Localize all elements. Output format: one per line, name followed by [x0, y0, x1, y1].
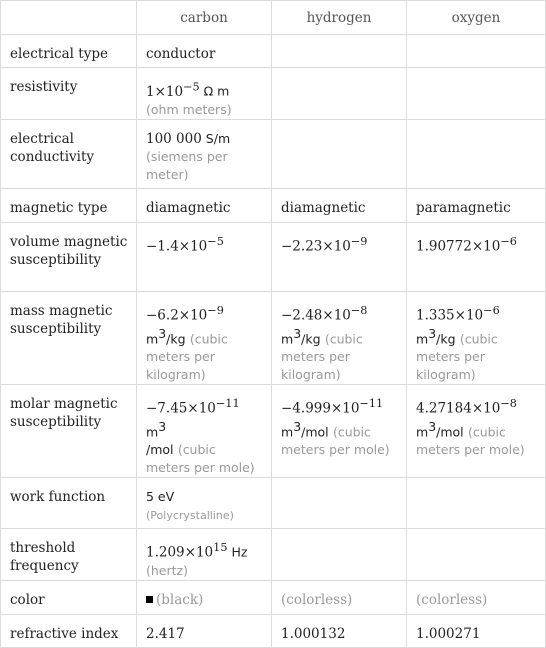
unit-note: (siemens per meter) — [146, 149, 228, 182]
table-row — [1, 189, 546, 223]
unit-note: (cubic meters per mole) — [281, 424, 390, 457]
cell-hydrogen-resistivity — [272, 68, 407, 120]
cell-oxygen-volume-susceptibility: $1.90772\times 10^{-6}$ — [407, 223, 546, 292]
table-row — [1, 529, 546, 581]
cell-oxygen-threshold-frequency — [407, 529, 546, 581]
cell-carbon-mass-susceptibility: $-6.2\times 10^{-9}$ $m^3/kg$ (cubic meters per kilogram) — [137, 292, 272, 385]
cell-oxygen-resistivity — [407, 68, 546, 120]
unit-note: (cubic meters per kilogram) — [281, 331, 363, 382]
table-row — [1, 68, 546, 120]
cell-oxygen-color: (colorless) — [407, 581, 546, 615]
unit-note: (cubic meters per mole) — [416, 424, 525, 457]
cell-hydrogen-conductivity — [272, 120, 407, 189]
unit-note: (cubic meters per kilogram) — [146, 331, 228, 382]
table-row — [1, 581, 546, 615]
row-label-resistivity: resistivity — [1, 68, 137, 120]
column-header-carbon: carbon — [137, 1, 272, 35]
table-row — [1, 615, 546, 648]
table-row — [1, 223, 546, 292]
table-row — [1, 35, 546, 68]
cell-carbon-molar-susceptibility: $-7.45\times 10^{-11}$ $m^3$ /mol (cubic meters per mole) — [137, 385, 272, 478]
row-label-electrical-type: electrical type — [1, 35, 137, 68]
cell-oxygen-magnetic-type: paramagnetic — [407, 189, 546, 223]
row-label-magnetic-type: magnetic type — [1, 189, 137, 223]
cell-hydrogen-molar-susceptibility: $-4.999\times 10^{-11}$ $m^3$/mol (cubic meters per mole) — [272, 385, 407, 478]
row-label-refractive-index: refractive index — [1, 615, 137, 648]
row-label-mass-susceptibility: mass magnetic susceptibility — [1, 292, 137, 385]
row-label-threshold-frequency: threshold frequency — [1, 529, 137, 581]
cell-carbon-magnetic-type: diamagnetic — [137, 189, 272, 223]
table-row — [1, 385, 546, 478]
cell-oxygen-conductivity — [407, 120, 546, 189]
cell-hydrogen-refractive-index: 1.000132 — [272, 615, 407, 648]
table-row — [1, 478, 546, 529]
unit-note: (cubic meters per mole) — [146, 442, 255, 475]
cell-carbon-volume-susceptibility: $-1.4\times 10^{-5}$ — [137, 223, 272, 292]
corner-cell — [1, 1, 137, 35]
cell-hydrogen-color: (colorless) — [272, 581, 407, 615]
value: $1\times 10^{-5}$ — [146, 80, 200, 100]
unit-note: (hertz) — [146, 562, 188, 578]
row-label-color: color — [1, 581, 137, 615]
cell-hydrogen-electrical-type — [272, 35, 407, 68]
cell-hydrogen-volume-susceptibility: $-2.23\times 10^{-9}$ — [272, 223, 407, 292]
cell-oxygen-refractive-index: 1.000271 — [407, 615, 546, 648]
cell-oxygen-electrical-type — [407, 35, 546, 68]
cell-hydrogen-work-function — [272, 478, 407, 529]
unit-note: (cubic meters per kilogram) — [416, 331, 498, 382]
cell-carbon-work-function: 5 eV (Polycrystalline) — [137, 478, 272, 529]
cell-hydrogen-mass-susceptibility: $-2.48\times 10^{-8}$ $m^3/kg$ (cubic meters per kilogram) — [272, 292, 407, 385]
color-swatch-icon — [146, 596, 153, 603]
row-label-work-function: work function — [1, 478, 137, 529]
cell-hydrogen-threshold-frequency — [272, 529, 407, 581]
row-label-conductivity: electrical conductivity — [1, 120, 137, 189]
cell-carbon-color: (black) — [137, 581, 272, 615]
cell-oxygen-molar-susceptibility: $4.27184\times 10^{-8}$ $m^3$/mol (cubic meters per mole) — [407, 385, 546, 478]
unit-note: (ohm meters) — [146, 101, 232, 117]
table-row — [1, 120, 546, 189]
header-row — [1, 1, 546, 35]
row-label-volume-susceptibility: volume magnetic susceptibility — [1, 223, 137, 292]
cell-carbon-refractive-index: 2.417 — [137, 615, 272, 648]
unit-note: (Polycrystalline) — [146, 509, 234, 522]
cell-carbon-electrical-type: conductor — [137, 35, 272, 68]
cell-carbon-resistivity — [137, 68, 272, 120]
cell-oxygen-mass-susceptibility: $1.335\times 10^{-6}$ $m^3/kg$ (cubic meters per kilogram) — [407, 292, 546, 385]
cell-hydrogen-magnetic-type: diamagnetic — [272, 189, 407, 223]
table-row — [1, 292, 546, 385]
unit: Ω m — [199, 83, 230, 99]
row-label-molar-susceptibility: molar magnetic susceptibility — [1, 385, 137, 478]
cell-carbon-conductivity: 100 000 S/m (siemens per meter) — [137, 120, 272, 189]
cell-oxygen-work-function — [407, 478, 546, 529]
cell-carbon-threshold-frequency: $1.209\times 10^{15}$ Hz (hertz) — [137, 529, 272, 581]
column-header-hydrogen: hydrogen — [272, 1, 407, 35]
column-header-oxygen: oxygen — [407, 1, 546, 35]
